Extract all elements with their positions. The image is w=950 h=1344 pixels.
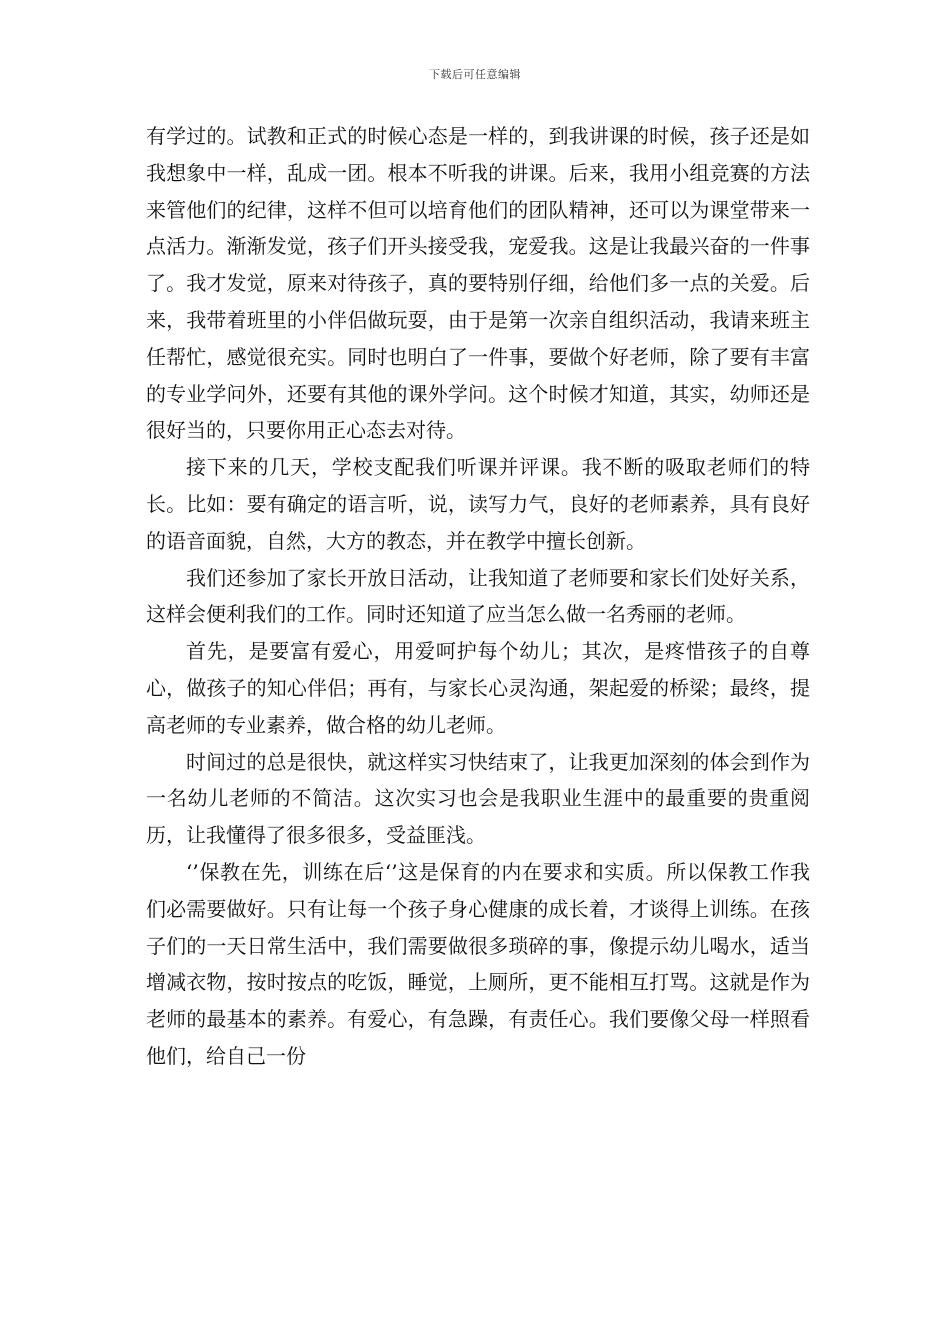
document-body	[146, 118, 810, 1075]
paragraph-5: 时间过的总是很快，就这样实习快结束了，让我更加深刻的体会到作为一名幼儿老师的不简洁。这次实习也会是我职业生涯中的最重要的贵重阅历，让我懂得了很多很多，受益匪浅。	[146, 749, 810, 848]
paragraph-2: 接下来的几天，学校支配我们听课并评课。我不断的吸取老师们的特长。比如：要有确定的语言听，说，读写力气，良好的老师素养，具有良好的语音面貌，自然，大方的教态，并在教学中擅长创新。	[146, 455, 810, 553]
paragraph-4: 首先，是要富有爱心，用爱呵护每个幼儿；其次，是疼惜孩子的自尊心，做孩子的知心伴侣；再有，与家长心灵沟通，架起爱的桥梁；最终，提高老师的专业素养，做合格的幼儿老师。	[146, 639, 810, 737]
paragraph-6: ‘’保教在先，训练在后‘’这是保育的内在要求和实质。所以保教工作我们必需要做好。只有让每一个孩子身心健康的成长着，才谈得上训练。在孩子们的一天日常生活中，我们需要做很多琐碎的事，像提示幼儿喝水，适当增减衣物，按时按点的吃饭，睡觉，上厕所，更不能相互打骂。这就是作为老师的最基本的素养。有爱心，有急躁，有责任心。我们要像父母一样照看他们，给自己一份	[146, 859, 810, 1068]
page-header: 下载后可任意编辑	[429, 68, 521, 81]
paragraph-1: 有学过的。试教和正式的时候心态是一样的，到我讲课的时候，孩子还是如我想象中一样，乱成一团。根本不听我的讲课。后来，我用小组竞赛的方法来管他们的纪律，这样不但可以培育他们的团队精神，还可以为课堂带来一点活力。渐渐发觉，孩子们开头接受我，宠爱我。这是让我最兴奋的一件事了。我才发觉，原来对待孩子，真的要特别仔细，给他们多一点的关爱。后来，我带着班里的小伴侣做玩耍，由于是第一次亲自组织活动，我请来班主任帮忙，感觉很充实。同时也明白了一件事，要做个好老师，除了要有丰富的专业学问外，还要有其他的课外学问。这个时候才知道，其实，幼师还是很好当的，只要你用正心态去对待。	[146, 124, 810, 443]
paragraph-3: 我们还参加了家长开放日活动，让我知道了老师要和家长们处好关系，这样会便利我们的工作。同时还知道了应当怎么做一名秀丽的老师。	[146, 565, 810, 627]
